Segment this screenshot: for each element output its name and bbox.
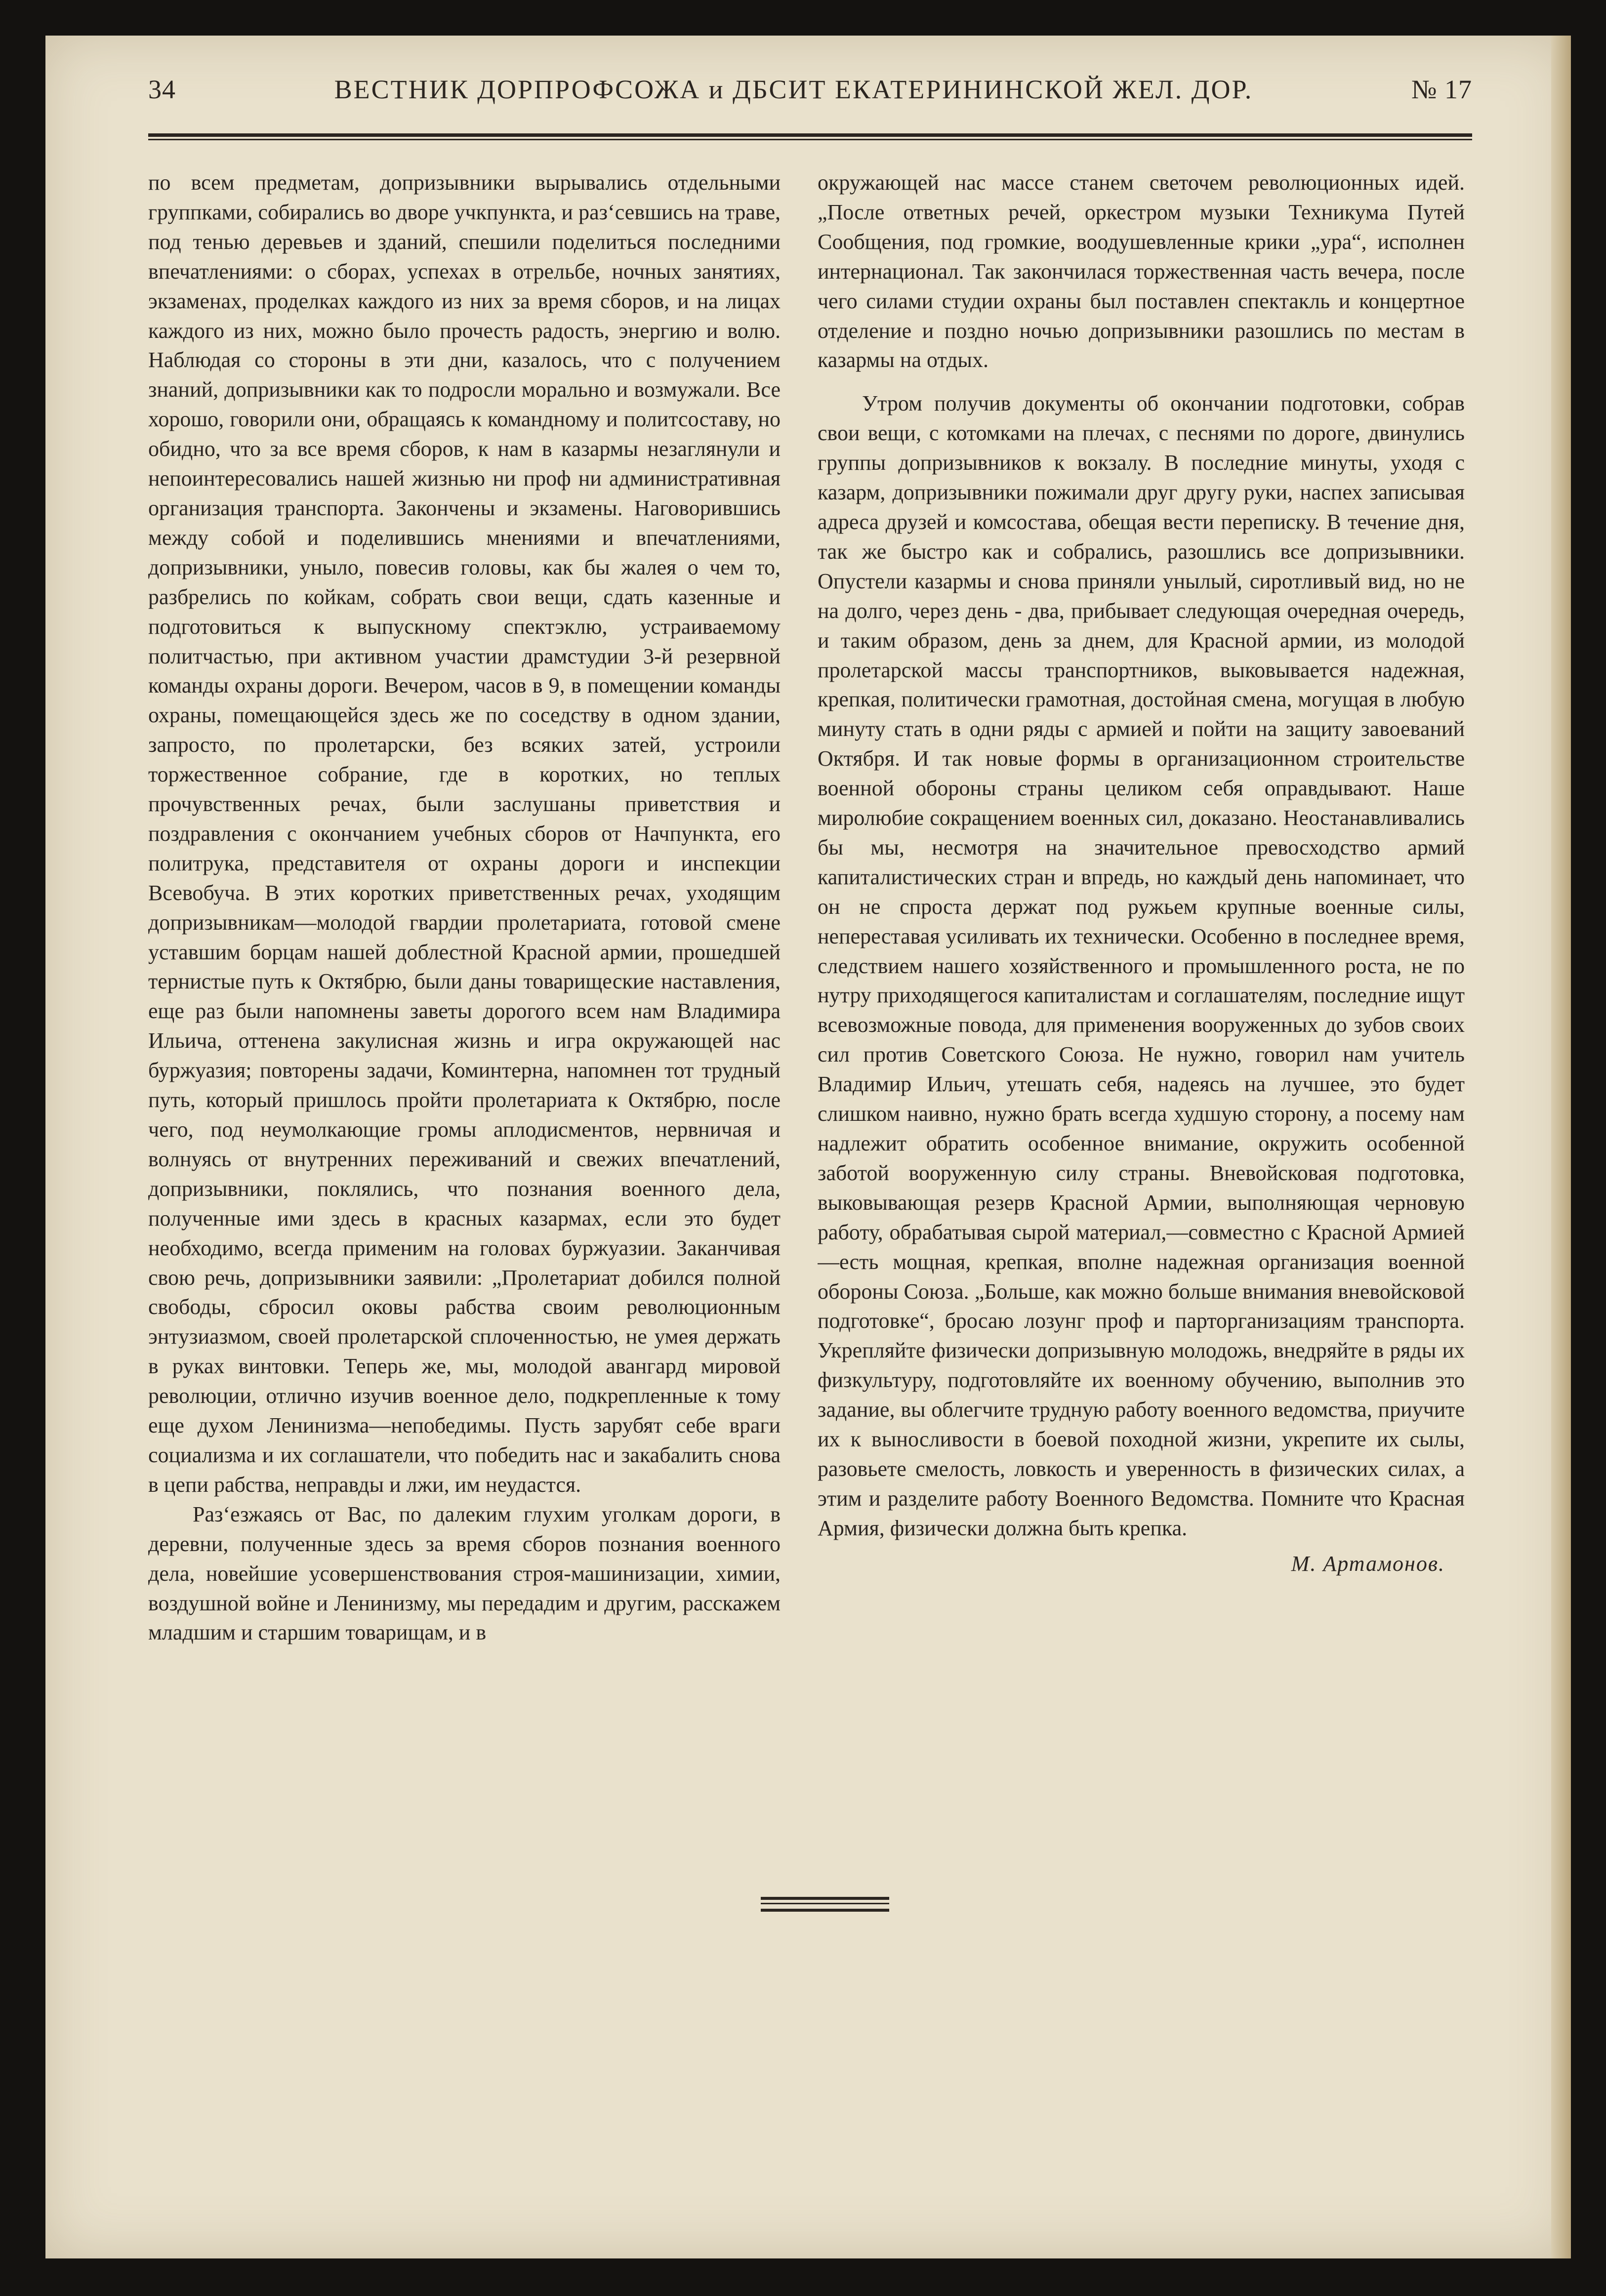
right-paragraph-1: окружающей нас массе станем светочем революционных идей. „После ответных речей, оркестром музыки Техникума Путей Сообщения, под громкие, воодушевленные крики „ура“, исполнен интернационал. Так закончилася торжественная часть вечера, после чего силами студии охраны был поставлен спектакль и концертное отделение и поздно ночью допризывники разошлись по местам в казармы на отдых.	[818, 170, 1465, 372]
page-number: 34	[148, 75, 176, 104]
header-rule	[148, 133, 1472, 140]
author-signature: М. Артамонов.	[1291, 1551, 1445, 1576]
journal-title: ВЕСТНИК ДОРПРОФСОЖА и ДБСИТ ЕКАТЕРИНИНСКОЙ ЖЕЛ. ДОР.	[334, 75, 1253, 104]
left-paragraph-2: Раз‘езжаясь от Вас, по далеким глухим уголкам дороги, в деревни, полученные здесь за время сборов познания военного дела, новейшие усовершенствования строя-машинизации, химии, воздушной войне и Ленинизму, мы передадим и другим, расскажем младшим и старшим товарищам, и в	[148, 1502, 781, 1645]
left-column	[148, 168, 781, 1729]
page-edge	[1551, 36, 1571, 2258]
left-paragraph-1: по всем предметам, допризывники вырывались отдельными группками, собирались во дворе учкпункта, и раз‘севшись на траве, под тенью деревьев и зданий, спешили поделиться последними впечатлениями: о сборах, успехах в отрельбе, ночных занятиях, экзаменах, проделках каждого из них за время сборов, и на лицах каждого из них, можно было прочесть радость, энергию и волю. Наблюдая со стороны в эти дни, казалось, что с получением знаний, допризывники как то подросли морально и возмужали. Все хорошо, говорили они, обращаясь к командному и политсоставу, но обидно, что за все время сборов, к нам в казармы незаглянули и непоинтересовались нашей жизнью ни проф ни административная организация транспорта. Закончены и экзамены. Наговорившись между собой и поделившись мнениями и впечатлениями, допризывники, уныло, повесив головы, как бы жалея о чем то, разбрелись по койкам, собрать свои вещи, сдать казенные и подготовиться к выпускному спектэклю, устраиваемому политчастью, при активном участии драмстудии 3-й резервной команды охраны дороги. Вечером, часов в 9, в помещении команды охраны, помещающейся здесь же по соседству в одном здании, запросто, по пролетарски, без всяких затей, устроили торжественное собрание, где в коротких, но теплых прочувственных речах, были заслушаны приветствия и поздравления с окончанием учебных сборов от Начпункта, его политрука, представителя от охраны дороги и инспекции Всевобуча. В этих коротких приветственных речах, уходящим допризывникам—молодой гвардии пролетариата, готовой смене уставшим борцам нашей доблестной Красной армии, прошедшей тернистые путь к Октябрю, были даны товарищеские наставления, еще раз были напомнены заветы дорогого всем нам Владимира Ильича, оттенена закулисная жизнь и игра окружающей нас буржуазия; повторены задачи, Коминтерна, напомнен тот трудный путь, который пришлось пройти пролетариата к Октябрю, после чего, под неумолкающие громы аплодисментов, нервничая и волнуясь от внутренних переживаний и свежих впечатлений, допризывники, поклялись, что познания военного дела, полученные ими здесь в красных казармах, если это будет необходимо, всегда применим на головах буржуазии. Заканчивая свою речь, допризывники заявили: „Пролетариат добился полной свободы, сбросил оковы рабства своим революционным энтузиазмом, своей пролетарской сплоченностью, не умея держать в руках винтовки. Теперь же, мы, молодой авангард мировой революции, отлично изучив военное дело, подкрепленные к тому еще духом Ленинизма—непобедимы. Пусть зарубят себе враги социализма и их соглашатели, что победить нас и закабалить снова в цепи рабства, неправды и лжи, им неудастся.	[148, 170, 781, 1497]
right-column	[818, 168, 1465, 1729]
issue-number: № 17	[1411, 75, 1472, 104]
end-of-article-rule	[761, 1897, 889, 1912]
right-paragraph-2: Утром получив документы об окончании подготовки, собрав свои вещи, с котомками на плечах, с песнями по дороге, двинулись группы допризывников к вокзалу. В последние минуты, уходя с казарм, допризывники пожимали друг другу руки, наспех записывая адреса друзей и комсостава, обещая вести переписку. В течение дня, так же быстро как и собрались, разошлись все допризывники. Опустели казармы и снова приняли унылый, сиротливый вид, но не на долго, через день - два, прибывает следующая очередная очередь, и таким образом, день за днем, для Красной армии, из молодой пролетарской массы транспортников, выковывается надежная, крепкая, политически грамотная, достойная смена, могущая в любую минуту стать в одни ряды с армией и пойти на защиту завоеваний Октября. И так новые формы в организационном строительстве военной обороны страны целиком себя оправдывают. Наше миролюбие сокращением военных сил, доказано. Неостанавливались бы мы, несмотря на значительное превосходство армий капиталистических стран и впредь, но каждый день напоминает, что он не спроста держат под ружьем крупные военные силы, непереставая усиливать их технически. Особенно в последнее время, следствием нашего хозяйственного и промышленного роста, не по нутру приходящегося капиталистам и соглашателям, последние ищут всевозможные повода, для применения вооруженных до зубов своих сил против Советского Союза. Не нужно, говорил нам учитель Владимир Ильич, утешать себя, надеясь на лучшее, это будет слишком наивно, нужно брать всегда худшую сторону, а посему нам надлежит обратить особенное внимание, окружить особенной заботой вооруженную силу страны. Вневойсковая подготовка, выковывающая резерв Красной Армии, выполняющая черновую работу, обрабатывая сырой материал,—совместно с Красной Армией—есть мощная, крепкая, вполне надежная организация военной обороны Союза. „Больше, как можно больше внимания вневойсковой подготовке“, бросаю лозунг проф и парторганизациям транспорта. Укрепляйте физически допризывную молодожь, внедряйте в ряды их физкультуру, подготовляйте их военному обучению, выполнив это задание, вы облегчите трудную работу военного ведомства, приучите их к выносливости в боевой походной жизни, укрепите их сылы, разовьете смелость, ловкость и уверенность в физических силах, а этим и разделите работу Военного Ведомства. Помните что Красная Армия, физически должна быть крепка.	[818, 391, 1465, 1540]
running-header	[148, 74, 1472, 109]
